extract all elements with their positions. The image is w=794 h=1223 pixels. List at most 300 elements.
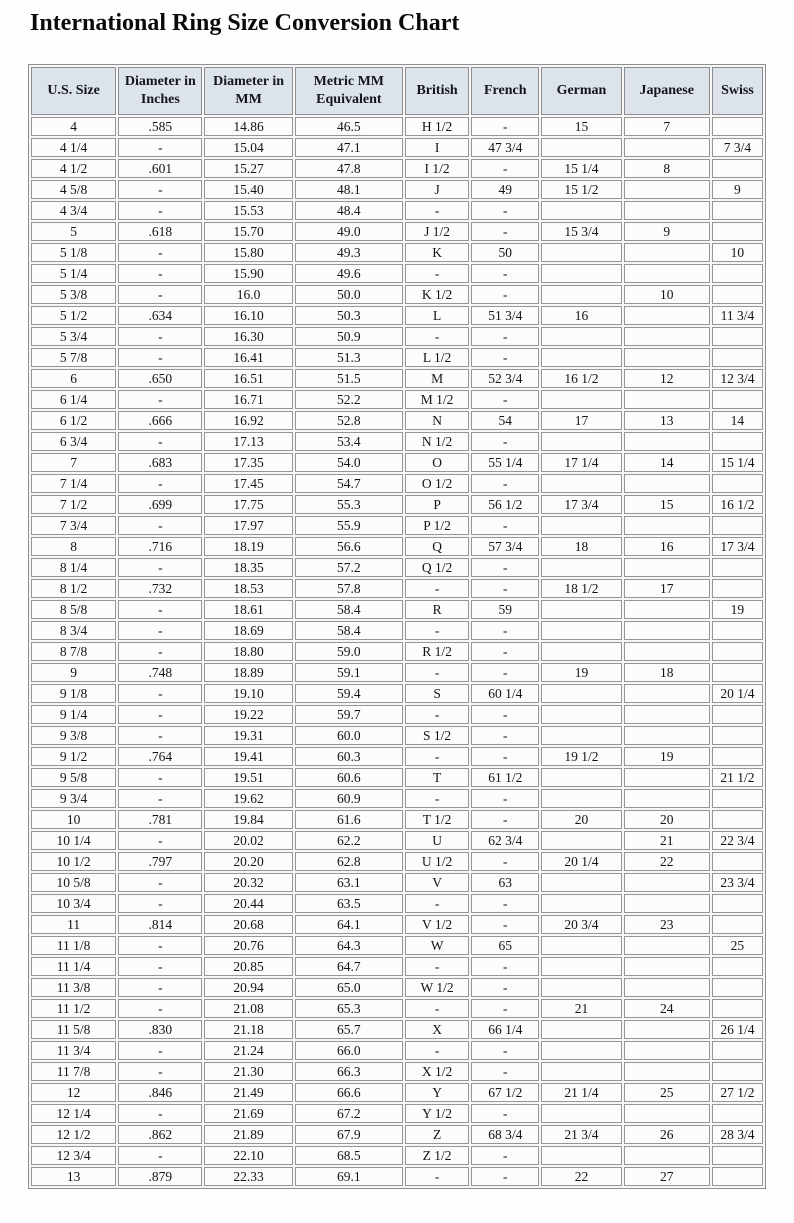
table-cell: X 1/2 [405, 1062, 469, 1081]
table-cell: 6 1/4 [31, 390, 116, 409]
table-cell [624, 705, 710, 724]
table-cell [541, 432, 621, 451]
table-cell [624, 1146, 710, 1165]
table-cell: 5 7/8 [31, 348, 116, 367]
table-cell: .699 [118, 495, 202, 514]
table-cell [712, 957, 763, 976]
table-cell: 18 1/2 [541, 579, 621, 598]
table-cell: .846 [118, 1083, 202, 1102]
table-cell: 16.10 [204, 306, 292, 325]
table-cell [541, 684, 621, 703]
table-cell: 64.3 [295, 936, 403, 955]
table-cell: 9 1/2 [31, 747, 116, 766]
table-cell: 60.9 [295, 789, 403, 808]
table-cell: Y 1/2 [405, 1104, 469, 1123]
table-row [31, 894, 763, 913]
table-cell [541, 726, 621, 745]
table-cell: - [405, 999, 469, 1018]
table-cell: 51.5 [295, 369, 403, 388]
table-cell: 56.6 [295, 537, 403, 556]
table-cell: 21 3/4 [541, 1125, 621, 1144]
table-cell: 59.1 [295, 663, 403, 682]
table-cell: 26 [624, 1125, 710, 1144]
table-cell: 20 3/4 [541, 915, 621, 934]
table-cell: 58.4 [295, 621, 403, 640]
table-cell: 21 [624, 831, 710, 850]
table-cell: 9 1/4 [31, 705, 116, 724]
table-row [31, 348, 763, 367]
table-cell: - [118, 831, 202, 850]
table-cell: 18 [624, 663, 710, 682]
table-cell: 57.8 [295, 579, 403, 598]
table-cell: W [405, 936, 469, 955]
table-cell: 19.31 [204, 726, 292, 745]
table-cell: - [118, 642, 202, 661]
table-row [31, 1062, 763, 1081]
table-row [31, 285, 763, 304]
table-cell: 18.35 [204, 558, 292, 577]
table-cell [624, 1020, 710, 1039]
table-cell: 25 [624, 1083, 710, 1102]
table-cell: 15.53 [204, 201, 292, 220]
table-cell: 47.8 [295, 159, 403, 178]
table-cell [541, 621, 621, 640]
table-cell: 59.4 [295, 684, 403, 703]
table-cell [624, 327, 710, 346]
table-row [31, 453, 763, 472]
table-cell [712, 915, 763, 934]
table-cell [624, 474, 710, 493]
table-cell: 17 [624, 579, 710, 598]
table-cell: - [118, 243, 202, 262]
table-cell: 9 3/4 [31, 789, 116, 808]
table-cell: 50.9 [295, 327, 403, 346]
table-cell: I 1/2 [405, 159, 469, 178]
table-cell: 59.7 [295, 705, 403, 724]
table-cell: 19.41 [204, 747, 292, 766]
table-cell: - [471, 663, 539, 682]
table-row [31, 1083, 763, 1102]
table-cell [541, 831, 621, 850]
table-cell: 12 3/4 [31, 1146, 116, 1165]
table-row [31, 915, 763, 934]
table-cell [624, 684, 710, 703]
table-cell [624, 768, 710, 787]
table-row [31, 369, 763, 388]
page-title: International Ring Size Conversion Chart [30, 10, 460, 36]
table-cell [712, 894, 763, 913]
table-cell: 54 [471, 411, 539, 430]
table-cell: 62.8 [295, 852, 403, 871]
table-cell: - [471, 1167, 539, 1186]
table-cell: 16.41 [204, 348, 292, 367]
table-cell [624, 936, 710, 955]
table-cell: 15 1/2 [541, 180, 621, 199]
table-row [31, 705, 763, 724]
table-cell [624, 789, 710, 808]
table-row [31, 600, 763, 619]
table-cell: - [405, 663, 469, 682]
table-cell: - [405, 705, 469, 724]
table-cell: .879 [118, 1167, 202, 1186]
table-cell: 5 1/4 [31, 264, 116, 283]
table-cell: - [471, 978, 539, 997]
table-cell: 12 [31, 1083, 116, 1102]
table-cell: - [471, 474, 539, 493]
table-cell: - [471, 957, 539, 976]
table-cell: 21.49 [204, 1083, 292, 1102]
table-cell: .814 [118, 915, 202, 934]
table-row [31, 768, 763, 787]
table-cell: 17.13 [204, 432, 292, 451]
table-cell: 60 1/4 [471, 684, 539, 703]
table-cell [712, 1167, 763, 1186]
table-cell: 20.76 [204, 936, 292, 955]
table-cell: - [471, 558, 539, 577]
table-cell: 24 [624, 999, 710, 1018]
table-cell [624, 642, 710, 661]
table-cell [624, 621, 710, 640]
table-cell: 10 1/4 [31, 831, 116, 850]
table-cell: 21.08 [204, 999, 292, 1018]
table-cell [712, 642, 763, 661]
table-cell: 55.9 [295, 516, 403, 535]
table-cell [541, 264, 621, 283]
table-cell: 19.10 [204, 684, 292, 703]
table-row [31, 789, 763, 808]
table-cell: L 1/2 [405, 348, 469, 367]
table-row [31, 390, 763, 409]
table-cell [624, 726, 710, 745]
table-cell: - [471, 432, 539, 451]
column-header: German [541, 67, 621, 115]
table-cell [624, 957, 710, 976]
table-cell: 21.69 [204, 1104, 292, 1123]
table-cell [541, 390, 621, 409]
table-cell: 9 1/8 [31, 684, 116, 703]
table-cell: .618 [118, 222, 202, 241]
table-cell: 49.3 [295, 243, 403, 262]
table-cell: 66 1/4 [471, 1020, 539, 1039]
table-cell [541, 705, 621, 724]
table-row [31, 1104, 763, 1123]
table-cell: .732 [118, 579, 202, 598]
table-cell: 15.04 [204, 138, 292, 157]
table-cell: 18.53 [204, 579, 292, 598]
column-header: Swiss [712, 67, 763, 115]
table-cell: - [118, 705, 202, 724]
table-cell: - [471, 327, 539, 346]
table-cell [712, 747, 763, 766]
table-row [31, 327, 763, 346]
table-row [31, 663, 763, 682]
table-row [31, 642, 763, 661]
table-cell [712, 789, 763, 808]
table-cell [712, 474, 763, 493]
table-row [31, 264, 763, 283]
table-cell: O [405, 453, 469, 472]
table-cell [541, 642, 621, 661]
table-cell: 22 [541, 1167, 621, 1186]
table-cell [712, 999, 763, 1018]
table-cell: 18 [541, 537, 621, 556]
table-cell [624, 432, 710, 451]
table-cell: 18.19 [204, 537, 292, 556]
table-cell: Q [405, 537, 469, 556]
table-cell: 19 [712, 600, 763, 619]
table-cell: - [118, 936, 202, 955]
header-row [31, 67, 763, 115]
table-cell: 46.5 [295, 117, 403, 136]
table-cell: 5 1/2 [31, 306, 116, 325]
table-cell: 14 [624, 453, 710, 472]
table-cell: 9 [624, 222, 710, 241]
table-cell: 20.68 [204, 915, 292, 934]
table-cell: - [118, 516, 202, 535]
table-cell: 9 5/8 [31, 768, 116, 787]
table-cell: 7 1/4 [31, 474, 116, 493]
table-cell: 4 5/8 [31, 180, 116, 199]
table-cell: - [471, 894, 539, 913]
table-cell [712, 1041, 763, 1060]
column-header: Japanese [624, 67, 710, 115]
table-cell: 12 3/4 [712, 369, 763, 388]
table-row [31, 810, 763, 829]
table-cell: - [405, 1041, 469, 1060]
table-cell: - [405, 264, 469, 283]
table-row [31, 180, 763, 199]
table-row [31, 1167, 763, 1186]
table-cell: 19.62 [204, 789, 292, 808]
table-cell: 7 3/4 [31, 516, 116, 535]
table-cell: - [471, 1104, 539, 1123]
table-cell: 21 1/2 [712, 768, 763, 787]
table-cell: 54.7 [295, 474, 403, 493]
table-cell: - [118, 285, 202, 304]
table-cell: P 1/2 [405, 516, 469, 535]
table-cell: 51 3/4 [471, 306, 539, 325]
table-row [31, 831, 763, 850]
table-cell: 20.94 [204, 978, 292, 997]
table-cell: 20 1/4 [712, 684, 763, 703]
table-cell: 15 [624, 495, 710, 514]
table-cell: - [471, 642, 539, 661]
table-cell: 11 3/4 [31, 1041, 116, 1060]
table-cell: 15.90 [204, 264, 292, 283]
table-cell: - [118, 957, 202, 976]
table-cell: - [118, 1041, 202, 1060]
table-cell: .585 [118, 117, 202, 136]
table-cell: - [118, 264, 202, 283]
table-row [31, 1125, 763, 1144]
table-cell [712, 978, 763, 997]
table-cell: 68.5 [295, 1146, 403, 1165]
table-cell [712, 222, 763, 241]
table-cell [624, 390, 710, 409]
table-cell: T [405, 768, 469, 787]
table-cell: - [471, 222, 539, 241]
table-header [31, 67, 763, 115]
table-cell: 19 [541, 663, 621, 682]
table-cell: 16.71 [204, 390, 292, 409]
table-cell: 16 [624, 537, 710, 556]
table-cell: 65.3 [295, 999, 403, 1018]
table-cell: - [118, 201, 202, 220]
table-cell [624, 138, 710, 157]
table-cell [541, 1062, 621, 1081]
table-cell: - [471, 915, 539, 934]
table-cell: J 1/2 [405, 222, 469, 241]
table-cell: 9 [712, 180, 763, 199]
table-cell: 52.2 [295, 390, 403, 409]
table-cell: R 1/2 [405, 642, 469, 661]
table-cell: 22.10 [204, 1146, 292, 1165]
table-cell: - [118, 474, 202, 493]
table-cell [712, 285, 763, 304]
table-cell: 11 3/8 [31, 978, 116, 997]
table-cell [712, 390, 763, 409]
table-cell: X [405, 1020, 469, 1039]
table-cell [712, 726, 763, 745]
table-cell: 16.51 [204, 369, 292, 388]
table-cell [712, 1146, 763, 1165]
table-cell: .830 [118, 1020, 202, 1039]
table-cell: 59 [471, 600, 539, 619]
table-row [31, 537, 763, 556]
table-cell [541, 474, 621, 493]
column-header: British [405, 67, 469, 115]
table-cell [624, 1041, 710, 1060]
table-cell [712, 558, 763, 577]
table-cell: 22 3/4 [712, 831, 763, 850]
table-row [31, 516, 763, 535]
table-cell: 14.86 [204, 117, 292, 136]
table-cell [541, 789, 621, 808]
table-cell: 8 7/8 [31, 642, 116, 661]
table-cell [712, 1062, 763, 1081]
table-cell: 13 [31, 1167, 116, 1186]
table-cell: 7 3/4 [712, 138, 763, 157]
table-cell: 16 1/2 [541, 369, 621, 388]
table-cell: - [471, 159, 539, 178]
table-row [31, 873, 763, 892]
table-cell: 63.1 [295, 873, 403, 892]
table-cell [712, 201, 763, 220]
table-cell: 62.2 [295, 831, 403, 850]
table-cell: 8 [31, 537, 116, 556]
table-cell: 15 1/4 [712, 453, 763, 472]
column-header: Diameter in MM [204, 67, 292, 115]
table-cell: 57 3/4 [471, 537, 539, 556]
table-cell [712, 159, 763, 178]
table-cell: 7 [624, 117, 710, 136]
table-row [31, 432, 763, 451]
table-cell: - [471, 579, 539, 598]
table-cell: .862 [118, 1125, 202, 1144]
table-cell: - [471, 117, 539, 136]
table-cell: 11 1/2 [31, 999, 116, 1018]
table-cell: 47.1 [295, 138, 403, 157]
table-cell: 50.0 [295, 285, 403, 304]
table-cell: 55 1/4 [471, 453, 539, 472]
table-cell: 60.3 [295, 747, 403, 766]
table-row [31, 222, 763, 241]
table-cell: 17.97 [204, 516, 292, 535]
table-cell: - [118, 789, 202, 808]
table-cell: 52.8 [295, 411, 403, 430]
table-cell: W 1/2 [405, 978, 469, 997]
table-cell [712, 705, 763, 724]
table-cell: 11 [31, 915, 116, 934]
table-cell [624, 1062, 710, 1081]
table-cell: 20.20 [204, 852, 292, 871]
table-cell: 17 3/4 [712, 537, 763, 556]
table-cell: 20.32 [204, 873, 292, 892]
table-cell: 8 1/4 [31, 558, 116, 577]
table-cell: 61.6 [295, 810, 403, 829]
table-cell: 10 [624, 285, 710, 304]
table-cell: M [405, 369, 469, 388]
table-cell: - [471, 1041, 539, 1060]
table-cell [712, 1104, 763, 1123]
table-cell: 15.70 [204, 222, 292, 241]
table-cell: 49 [471, 180, 539, 199]
table-cell: Z [405, 1125, 469, 1144]
table-cell: P [405, 495, 469, 514]
table-cell: - [471, 999, 539, 1018]
table-cell: 58.4 [295, 600, 403, 619]
table-cell: 20.85 [204, 957, 292, 976]
table-cell: 11 5/8 [31, 1020, 116, 1039]
table-cell: - [471, 1062, 539, 1081]
table-cell [541, 1020, 621, 1039]
table-cell: 12 1/2 [31, 1125, 116, 1144]
table-cell: 50 [471, 243, 539, 262]
table-cell [541, 894, 621, 913]
table-cell: 27 [624, 1167, 710, 1186]
table-cell: 66.6 [295, 1083, 403, 1102]
table-cell [541, 138, 621, 157]
table-cell: - [405, 747, 469, 766]
table-body [31, 117, 763, 1186]
table-cell: 10 1/2 [31, 852, 116, 871]
table-cell: 61 1/2 [471, 768, 539, 787]
table-cell: - [405, 957, 469, 976]
table-cell: 17.45 [204, 474, 292, 493]
table-cell: V 1/2 [405, 915, 469, 934]
table-cell: 66.0 [295, 1041, 403, 1060]
table-cell [541, 600, 621, 619]
table-row [31, 411, 763, 430]
table-cell: 21.89 [204, 1125, 292, 1144]
table-cell [624, 201, 710, 220]
table-row [31, 117, 763, 136]
table-row [31, 1020, 763, 1039]
table-cell [624, 516, 710, 535]
table-cell: - [471, 390, 539, 409]
table-row [31, 684, 763, 703]
table-cell: - [118, 558, 202, 577]
table-cell: 10 [31, 810, 116, 829]
table-cell: 65.0 [295, 978, 403, 997]
table-cell: N 1/2 [405, 432, 469, 451]
table-cell: 17 [541, 411, 621, 430]
table-cell: .650 [118, 369, 202, 388]
table-cell: 59.0 [295, 642, 403, 661]
table-cell: - [118, 180, 202, 199]
table-cell: 18.61 [204, 600, 292, 619]
table-cell: 15.40 [204, 180, 292, 199]
